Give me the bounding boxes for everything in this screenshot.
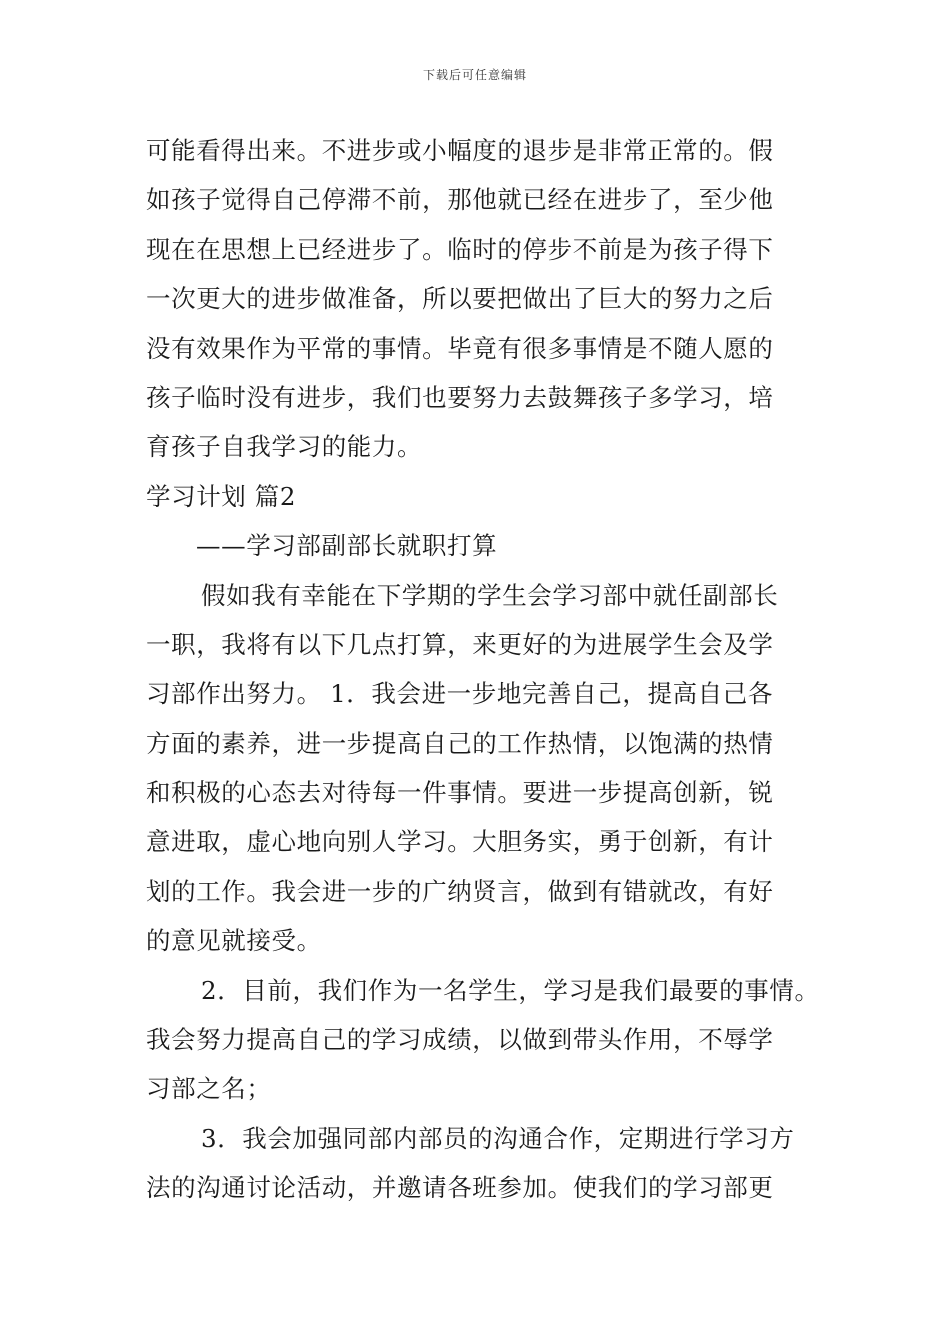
text-line: 习部作出努力。 1．我会进一步地完善自己，提高自己各 — [146, 679, 773, 709]
document-body — [146, 126, 846, 1213]
text-line: 2．目前，我们作为一名学生，学习是我们最要的事情。 — [201, 975, 820, 1005]
text-line: 3．我会加强同部内部员的沟通合作，定期进行学习方 — [201, 1123, 795, 1153]
text-line: 如孩子觉得自己停滞不前，那他就已经在进步了，至少他 — [146, 185, 774, 215]
text-line: 我会努力提高自己的学习成绩，以做到带头作用，不辱学 — [146, 1025, 774, 1055]
text-line: 习部之名； — [146, 1074, 272, 1104]
text-line: 的意见就接受。 — [146, 926, 322, 956]
text-line: 现在在思想上已经进步了。临时的停步不前是为孩子得下 — [146, 234, 774, 264]
text-line: 假如我有幸能在下学期的学生会学习部中就任副部长 — [201, 580, 779, 610]
page-header-note: 下载后可任意编辑 — [422, 68, 527, 82]
text-line: 孩子临时没有进步，我们也要努力去鼓舞孩子多学习，培 — [146, 382, 774, 412]
text-line: 育孩子自我学习的能力。 — [146, 432, 423, 462]
text-line: 法的沟通讨论活动，并邀请各班参加。使我们的学习部更 — [146, 1173, 774, 1203]
text-line: 可能看得出来。不进步或小幅度的退步是非常正常的。假 — [146, 136, 774, 165]
text-line: 没有效果作为平常的事情。毕竟有很多事情是不随人愿的 — [146, 333, 774, 363]
text-line: 方面的素养，进一步提高自己的工作热情，以饱满的热情 — [146, 728, 774, 758]
section-subtitle: ——学习部副部长就职打算 — [196, 531, 498, 561]
text-line: 一职，我将有以下几点打算，来更好的为进展学生会及学 — [146, 629, 774, 659]
text-line: 一次更大的进步做准备，所以要把做出了巨大的努力之后 — [146, 284, 774, 314]
text-line: 意进取，虚心地向别人学习。大胆务实，勇于创新，有计 — [146, 827, 774, 857]
section-heading: 学习计划 篇2 — [146, 481, 297, 511]
text-line: 和积极的心态去对待每一件事情。要进一步提高创新，锐 — [146, 778, 774, 808]
text-line: 划的工作。我会进一步的广纳贤言，做到有错就改，有好 — [146, 876, 774, 906]
